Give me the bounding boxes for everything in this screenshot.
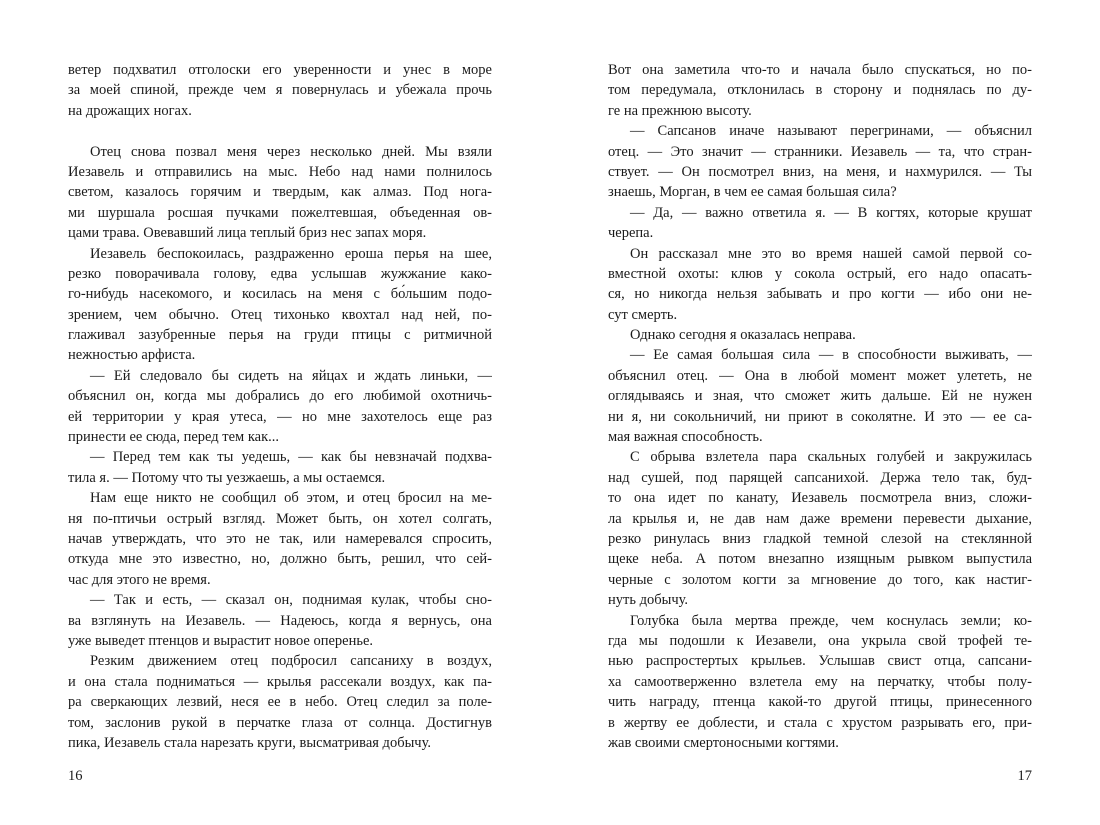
- text-line: отец. — Это значит — странники. Иезавель — та, что стран-: [608, 143, 1032, 160]
- text-line: резко поворачивала голову, едва услышав жужжание како-: [68, 265, 492, 282]
- paragraph: [68, 244, 492, 366]
- text-line: — Да, — важно ответила я. — В когтях, которые крушат: [630, 204, 1032, 221]
- text-line: то она идет по канату, Иезавель посмотрела вниз, сложи-: [608, 490, 1032, 507]
- text-line: цами трава. Овевавший лица теплый бриз нес запах моря.: [68, 225, 427, 242]
- paragraph: [608, 345, 1032, 447]
- text-line: оглядываясь и зная, что сможет жить дальше. Ей не нужен: [608, 388, 1032, 405]
- text-line: ветер подхватил отголоски его уверенности и унес в море: [68, 62, 492, 78]
- text-line: Резким движением отец подбросил сапсаниху в воздух,: [90, 653, 492, 670]
- text-line: зрением, чем обычно. Отец тихонько квохтал над ней, по-: [68, 306, 492, 323]
- paragraph: [68, 488, 492, 590]
- text-line: том передумала, отклонилась в сторону и поднялась по ду-: [608, 82, 1032, 99]
- text-line: щеке неба. А потом внезапно изящным рывком выпустила: [608, 551, 1032, 568]
- paragraph: [608, 203, 1032, 244]
- paragraph: [608, 447, 1032, 610]
- text-line: С обрыва взлетела пара скальных голубей и закружилась: [630, 449, 1032, 466]
- text-line: го-нибудь насекомого, и косилась на меня с бо́льшим подо-: [68, 286, 492, 303]
- text-line: ни я, ни сокольничий, ни приют в соколятне. И это — ее са-: [608, 408, 1032, 425]
- text-line: нуть добычу.: [608, 592, 689, 609]
- text-line: Иезавель беспокоилась, раздраженно ероша перья на шее,: [90, 245, 492, 262]
- paragraph: [608, 244, 1032, 326]
- text-line: принести ее сюда, перед тем как...: [68, 429, 280, 446]
- text-line: и она стала подниматься — крылья рассекали воздух, как па-: [68, 673, 492, 690]
- paragraph: [68, 366, 492, 448]
- text-line: объяснил отец. — Она в любой момент может улететь, не: [608, 367, 1032, 384]
- paragraph: [68, 651, 492, 753]
- paragraph: [608, 60, 1032, 121]
- paragraph: [608, 611, 1032, 754]
- left-page-number: 16: [68, 768, 83, 784]
- text-line: гда мы подошли к Иезавели, она укрыла свой трофей те-: [608, 632, 1032, 649]
- text-line: светом, казалось горячим и твердым, как алмаз. Под нога-: [68, 184, 492, 201]
- text-line: откуда мне это известно, но, должно быть, решил, что сей-: [68, 551, 492, 568]
- paragraph: [608, 325, 1032, 345]
- text-line: черепа.: [608, 225, 654, 242]
- text-line: ей территории у края утеса, — но мне захотелось еще раз: [68, 408, 492, 425]
- text-line: объяснил он, когда мы добрались до его любимой охотничь-: [68, 388, 492, 405]
- text-line: ствует. — Он посмотрел вниз, на меня, и нахмурился. — Ты: [608, 163, 1032, 180]
- text-line: над сушей, под парящей сапсанихой. Держа тело так, буд-: [608, 469, 1032, 486]
- text-line: Однако сегодня я оказалась неправа.: [630, 327, 856, 344]
- paragraph: [68, 142, 492, 244]
- text-line: на дрожащих ногах.: [68, 102, 192, 119]
- text-line: Иезавель и отправились на мыс. Небо над нами полнилось: [68, 163, 492, 180]
- text-line: — Перед тем как ты уедешь, — как бы невзначай подхва-: [90, 449, 492, 466]
- text-line: мая важная способность.: [608, 429, 763, 446]
- text-line: — Сапсанов иначе называют перегринами, — объяснил: [630, 123, 1032, 140]
- paragraph: [68, 60, 492, 121]
- text-line: Отец снова позвал меня через несколько дней. Мы взяли: [90, 143, 492, 160]
- text-line: Голубка была мертва прежде, чем коснулась земли; ко-: [630, 612, 1032, 629]
- paragraph: [68, 590, 492, 651]
- text-line: в жертву ее доблести, и стала с хрустом разрывать его, при-: [608, 714, 1032, 731]
- text-line: сут смерть.: [608, 306, 678, 323]
- right-page-number: 17: [1017, 768, 1032, 784]
- text-line: уже выведет птенцов и вырастит новое оперенье.: [68, 632, 374, 649]
- text-line: — Ей следовало бы сидеть на яйцах и ждать линьки, —: [90, 367, 492, 384]
- text-line: начав утверждать, что это не так, или намеревался спросить,: [68, 530, 492, 547]
- text-line: ра сверкающих лезвий, неся ее в небо. Отец следил за поле-: [68, 694, 492, 711]
- text-line: вместной охоты: клюв у сокола острый, его надо опасать-: [608, 265, 1032, 282]
- text-line: — Ее самая большая сила — в способности выживать, —: [630, 347, 1032, 364]
- text-line: нью распростертых крыльев. Услышав свист отца, сапсани-: [608, 653, 1032, 670]
- text-line: Он рассказал мне это во время нашей самой первой со-: [630, 245, 1032, 262]
- text-line: резко ринулась вниз гладкой темной слезой на стеклянной: [608, 530, 1032, 547]
- text-line: Нам еще никто не сообщил об этом, и отец бросил на ме-: [90, 490, 492, 507]
- text-line: нежностью арфиста.: [68, 347, 196, 364]
- text-line: ха самоотверженно взлетела ему на перчатку, чтобы полу-: [608, 673, 1032, 690]
- text-line: час для этого не время.: [68, 571, 211, 588]
- text-line: ва взглянуть на Иезавель. — Надеюсь, когда я вернусь, она: [68, 612, 492, 629]
- paragraph: [608, 121, 1032, 203]
- text-line: жав своими смертоносными когтями.: [608, 734, 839, 751]
- text-line: пика, Иезавель стала нарезать круги, высматривая добычу.: [68, 734, 432, 751]
- text-line: том, заслонив рукой в перчатке глаза от солнца. Достигнув: [68, 714, 492, 731]
- text-line: ся, но никогда нельзя забывать и про когти — ибо они не-: [608, 286, 1032, 303]
- right-page-text: [608, 60, 1032, 753]
- text-line: ла крылья и, не дав нам даже времени перевести дыхание,: [608, 510, 1032, 527]
- text-line: чить награду, птенца какой-то другой птицы, принесенного: [608, 694, 1032, 711]
- text-line: Вот она заметила что-то и начала было спускаться, но по-: [608, 62, 1032, 78]
- text-line: ня по-птичьи острый взгляд. Может быть, он хотел солгать,: [68, 510, 492, 527]
- left-page-text: [68, 60, 492, 753]
- text-line: тила я. — Потому что ты уезжаешь, а мы остаемся.: [68, 469, 386, 486]
- text-line: ге на прежнюю высоту.: [608, 102, 752, 119]
- text-line: ми шуршала росшая пучками пожелтевшая, объеденная ов-: [68, 204, 492, 221]
- text-line: черные с золотом когти за мгновение до того, как настиг-: [608, 571, 1032, 588]
- text-line: — Так и есть, — сказал он, поднимая кулак, чтобы сно-: [90, 592, 492, 609]
- text-line: за моей спиной, прежде чем я повернулась и убежала прочь: [68, 82, 492, 99]
- text-line: знаешь, Морган, в чем ее самая большая сила?: [608, 184, 897, 201]
- paragraph: [68, 447, 492, 488]
- text-line: глаживал зазубренные перья на груди птицы с ритмичной: [68, 327, 492, 344]
